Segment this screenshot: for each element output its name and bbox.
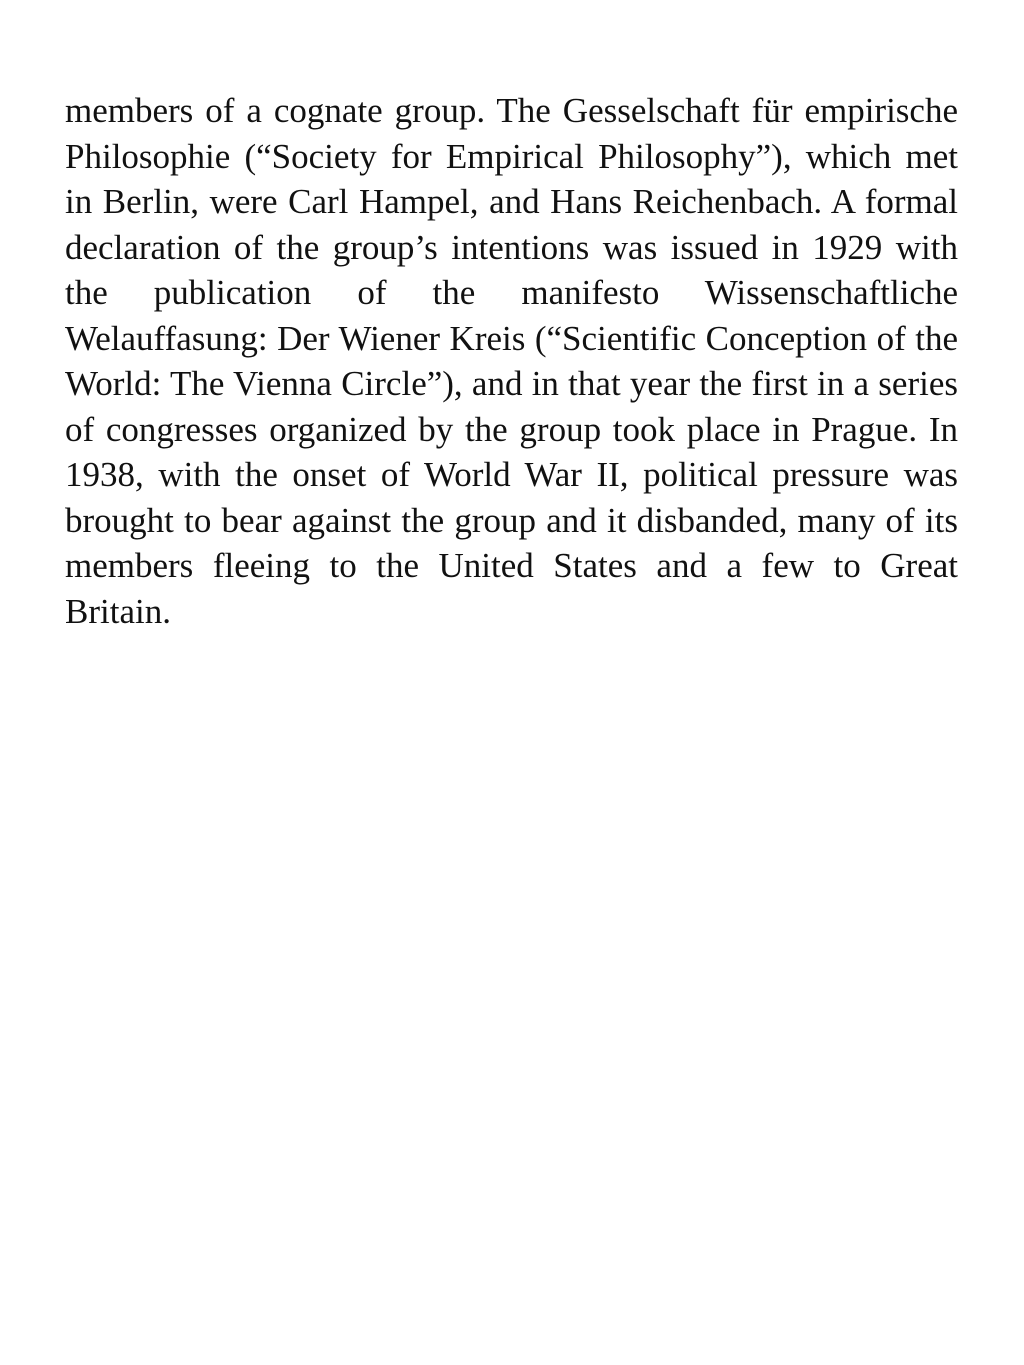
body-paragraph: members of a cognate group. The Gesselschaft für empirische Philosophie (“Society for Empirical Philosophy”), which met in Berlin, were Carl Hampel, and Hans Reichenbach. A formal declaration of the group’s intentions was issued in 1929 with the publication of the manifesto Wissenschaftliche Welauffasung: Der Wiener Kreis (“Scientific Conception of the World: The Vienna Circle”), and in that year the first in a series of congresses organized by the group took place in Prague. In 1938, with the onset of World War II, political pressure was brought to bear against the group and it disbanded, many of its members fleeing to the United States and a few to Great Britain. [65,91,958,631]
